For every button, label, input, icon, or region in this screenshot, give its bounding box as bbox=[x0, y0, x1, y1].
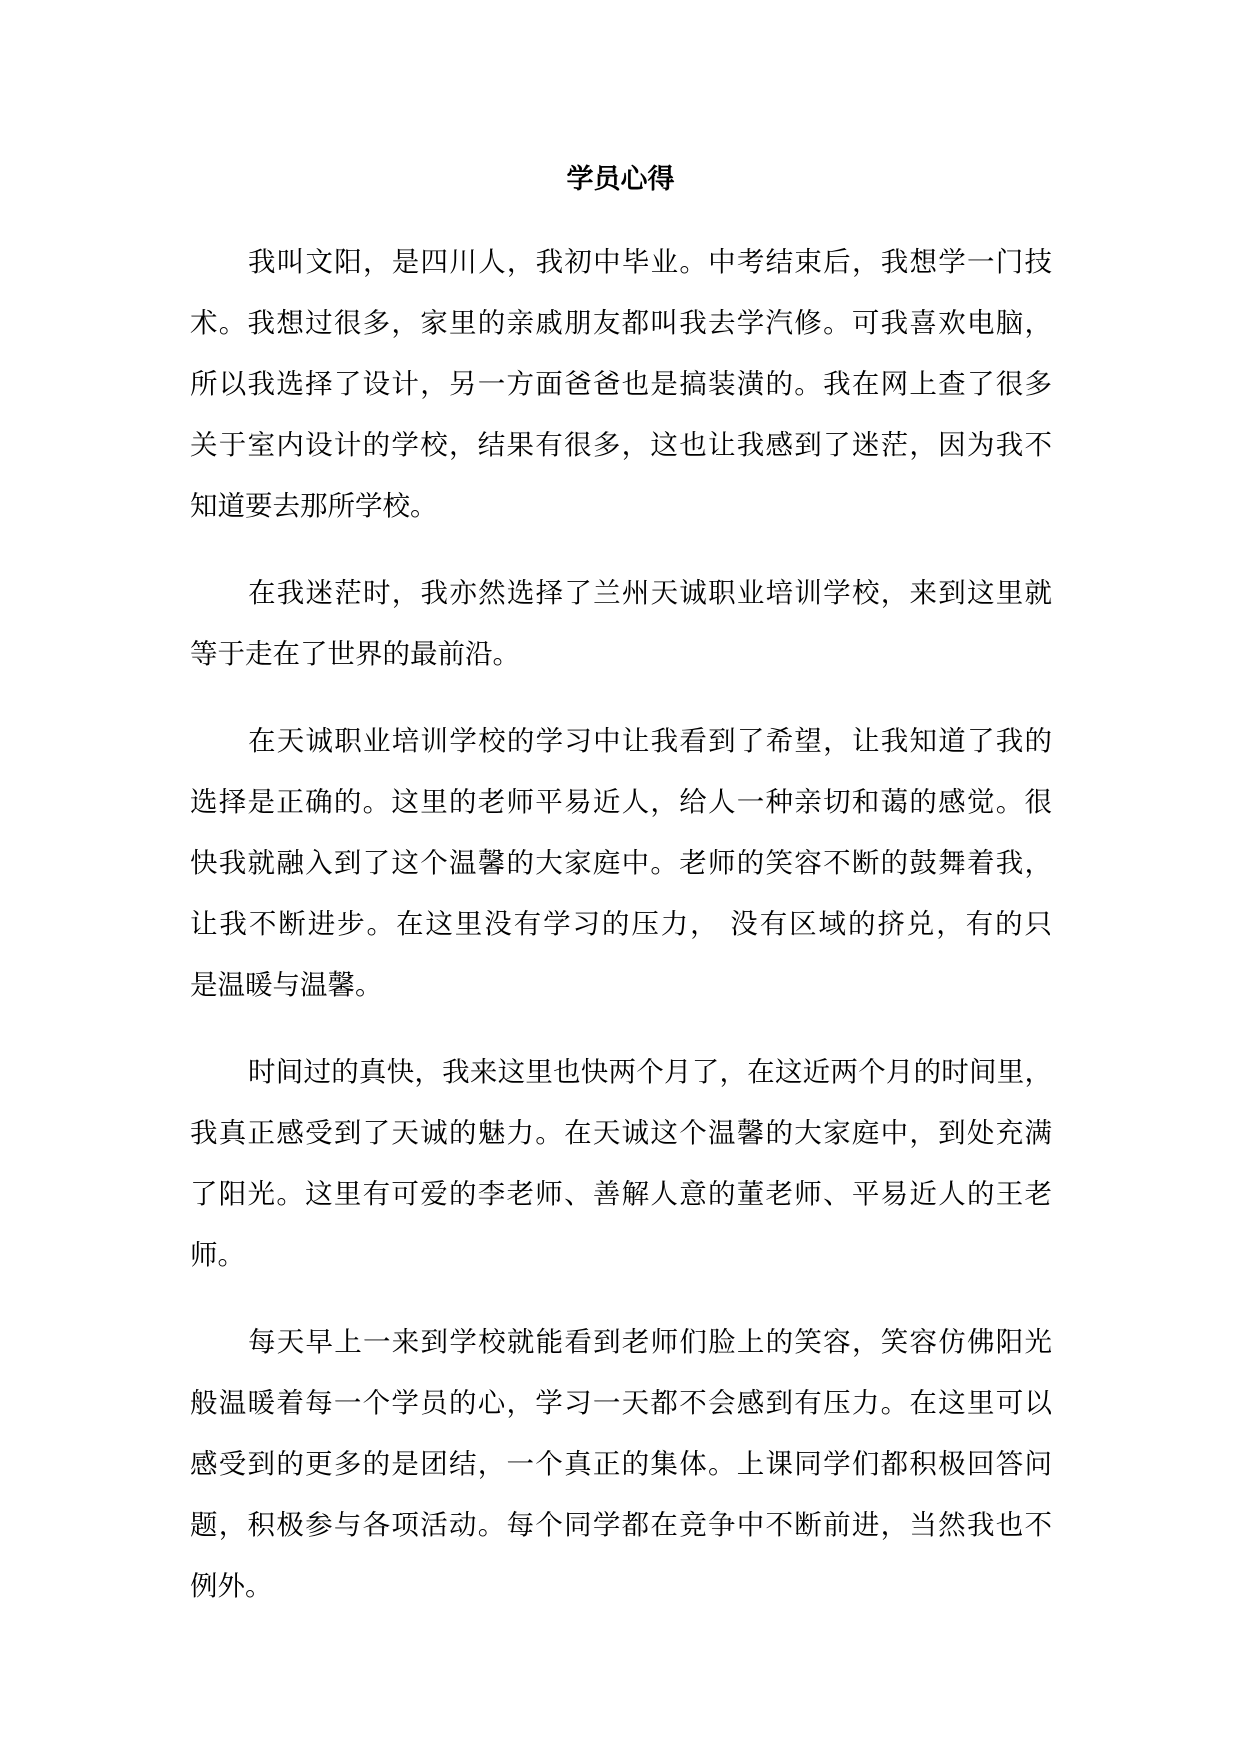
text-line: 关于室内设计的学校，结果有很多，这也让我感到了迷茫，因为我不 bbox=[190, 429, 1052, 461]
text-line: 术。我想过很多，家里的亲戚朋友都叫我去学汽修。可我喜欢电脑， bbox=[190, 307, 1052, 339]
text-line: 题，积极参与各项活动。每个同学都在竞争中不断前进，当然我也不 bbox=[190, 1509, 1052, 1541]
text-line: 每天早上一来到学校就能看到老师们脸上的笑容，笑容仿佛阳光 bbox=[248, 1326, 1052, 1358]
text-line: 般温暖着每一个学员的心，学习一天都不会感到有压力。在这里可以 bbox=[190, 1387, 1052, 1419]
text-line: 了阳光。这里有可爱的李老师、善解人意的董老师、平易近人的王老 bbox=[190, 1178, 1052, 1210]
text-line: 是温暖与温馨。 bbox=[190, 969, 383, 1001]
text-line: 等于走在了世界的最前沿。 bbox=[190, 638, 520, 670]
text-line: 我叫文阳，是四川人，我初中毕业。中考结束后，我想学一门技 bbox=[248, 246, 1052, 278]
text-line: 感受到的更多的是团结，一个真正的集体。上课同学们都积极回答问 bbox=[190, 1448, 1052, 1480]
paragraph-4 bbox=[190, 1042, 1052, 1286]
text-line: 师。 bbox=[190, 1239, 245, 1271]
paragraph-5 bbox=[190, 1312, 1052, 1617]
text-line: 所以我选择了设计，另一方面爸爸也是搞装潢的。我在网上查了很多 bbox=[190, 368, 1052, 400]
paragraph-2 bbox=[190, 563, 1052, 685]
text-line: 例外。 bbox=[190, 1570, 273, 1602]
text-line: 在我迷茫时，我亦然选择了兰州天诚职业培训学校，来到这里就 bbox=[248, 577, 1052, 609]
text-line: 快我就融入到了这个温馨的大家庭中。老师的笑容不断的鼓舞着我， bbox=[190, 847, 1052, 879]
paragraph-1 bbox=[190, 232, 1052, 537]
text-line: 知道要去那所学校。 bbox=[190, 490, 438, 522]
text-line: 时间过的真快，我来这里也快两个月了，在这近两个月的时间里， bbox=[248, 1056, 1052, 1088]
text-line: 让我不断进步。在这里没有学习的压力， 没有区域的挤兑，有的只 bbox=[190, 908, 1052, 940]
document-title: 学员心得 bbox=[566, 164, 675, 195]
text-line: 选择是正确的。这里的老师平易近人，给人一种亲切和蔼的感觉。很 bbox=[190, 786, 1052, 818]
paragraph-3 bbox=[190, 711, 1052, 1016]
document-body bbox=[190, 232, 1052, 1643]
text-line: 我真正感受到了天诚的魅力。在天诚这个温馨的大家庭中，到处充满 bbox=[190, 1117, 1052, 1149]
text-line: 在天诚职业培训学校的学习中让我看到了希望，让我知道了我的 bbox=[248, 725, 1052, 757]
